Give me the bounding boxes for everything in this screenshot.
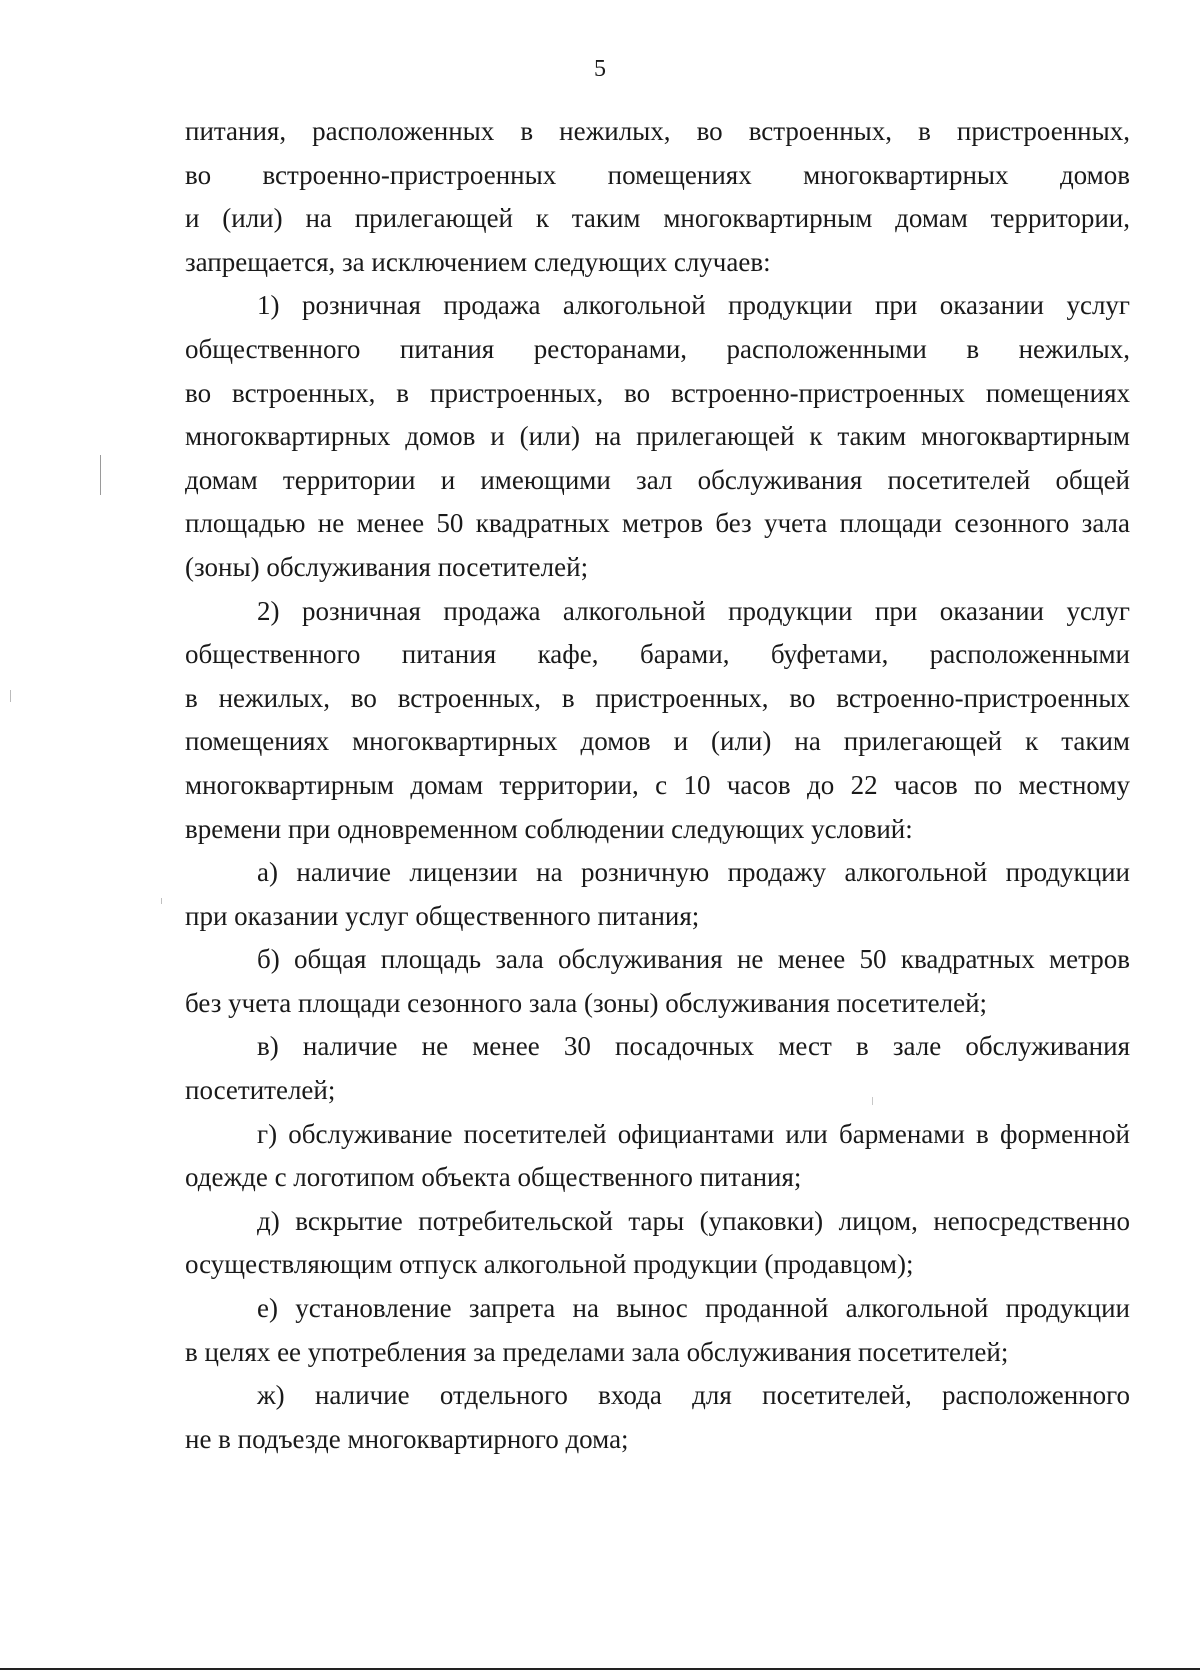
text-line: питания, расположенных в нежилых, во встроенных, в пристроенных,	[185, 116, 1130, 146]
scan-artifact	[100, 455, 101, 495]
text-line: при оказании услуг общественного питания;	[185, 900, 700, 931]
text-line: общественного питания ресторанами, расположенными в нежилых,	[185, 333, 1130, 364]
text-line: и (или) на прилегающей к таким многоквартирным домам территории,	[185, 203, 1130, 234]
text-line: е) установление запрета на вынос проданной алкогольной продукции	[257, 1293, 1130, 1324]
scan-artifact	[10, 690, 11, 702]
scan-artifact	[872, 1097, 873, 1105]
text-line: домам территории и имеющими зал обслуживания посетителей общей	[185, 464, 1130, 495]
text-line: во встроенно-пристроенных помещениях многоквартирных домов	[185, 159, 1130, 190]
text-line: общественного питания кафе, барами, буфетами, расположенными	[185, 639, 1130, 670]
text-line: многоквартирным домам территории, с 10 часов до 22 часов по местному	[185, 769, 1130, 800]
text-line: во встроенных, в пристроенных, во встроенно-пристроенных помещениях	[185, 377, 1130, 408]
page-number: 5	[594, 56, 606, 82]
text-line: в целях ее употребления за пределами зала обслуживания посетителей;	[185, 1336, 1009, 1367]
text-line: (зоны) обслуживания посетителей;	[185, 551, 589, 582]
text-line: в) наличие не менее 30 посадочных мест в зале обслуживания	[257, 1031, 1130, 1062]
scan-artifact	[161, 898, 162, 904]
text-line: площадью не менее 50 квадратных метров без учета площади сезонного зала	[185, 508, 1130, 539]
page-bottom-edge	[0, 1668, 1200, 1670]
text-line: б) общая площадь зала обслуживания не менее 50 квадратных метров	[257, 944, 1130, 975]
text-line: одежде с логотипом объекта общественного питания;	[185, 1162, 802, 1193]
text-line: ж) наличие отдельного входа для посетителей, расположенного	[257, 1380, 1130, 1411]
text-line: без учета площади сезонного зала (зоны) обслуживания посетителей;	[185, 987, 988, 1018]
text-line: посетителей;	[185, 1075, 336, 1106]
text-line: не в подъезде многоквартирного дома;	[185, 1423, 629, 1454]
text-line: многоквартирных домов и (или) на прилегающей к таким многоквартирным	[185, 421, 1130, 452]
text-line: осуществляющим отпуск алкогольной продукции (продавцом);	[185, 1249, 914, 1280]
text-line: 1) розничная продажа алкогольной продукции при оказании услуг	[257, 290, 1130, 321]
document-body	[185, 110, 1130, 1461]
text-line: в нежилых, во встроенных, в пристроенных, во встроенно-пристроенных	[185, 682, 1130, 713]
text-line: г) обслуживание посетителей официантами или барменами в форменной	[257, 1118, 1130, 1149]
text-line: 2) розничная продажа алкогольной продукции при оказании услуг	[257, 595, 1130, 626]
text-line: времени при одновременном соблюдении следующих условий:	[185, 813, 913, 844]
text-line: а) наличие лицензии на розничную продажу алкогольной продукции	[257, 857, 1130, 888]
text-line: помещениях многоквартирных домов и (или) на прилегающей к таким	[185, 726, 1130, 757]
text-line: запрещается, за исключением следующих случаев:	[185, 246, 771, 277]
text-line: д) вскрытие потребительской тары (упаковки) лицом, непосредственно	[257, 1205, 1130, 1236]
